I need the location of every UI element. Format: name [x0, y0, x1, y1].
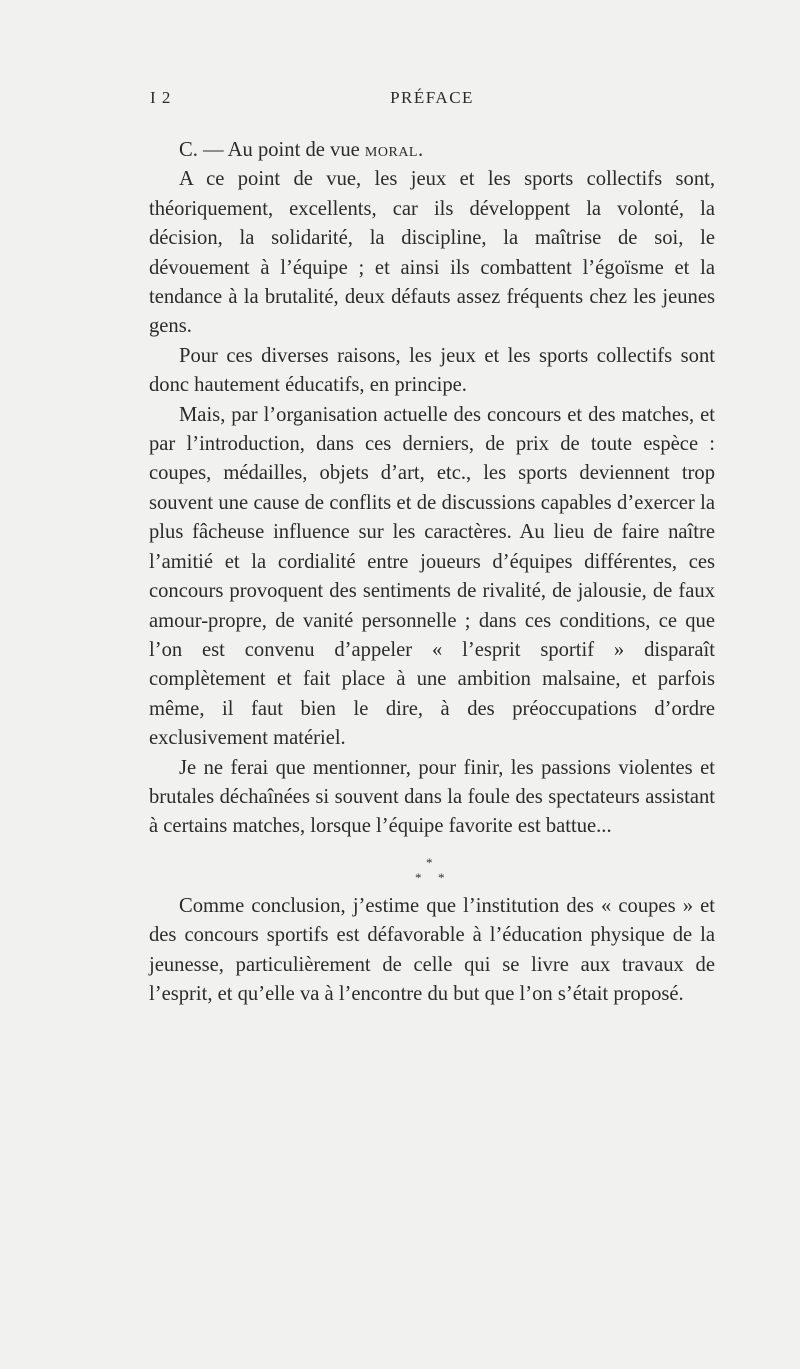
asterism-star: * — [438, 869, 445, 885]
section-heading-prefix: C. — Au point de vue — [179, 139, 360, 161]
asterism-star: * — [415, 869, 422, 885]
paragraph-3: Mais, par l’organisation actuelle des concours et des matches, et par l’introduction, dans ces derniers, de prix de toute espèce : coupes, médailles, objets d’art, etc., les sports deviennent trop souvent une cause de conflits et de discussions capables d’exercer la plus fâcheuse influence sur les caractères. Au lieu de faire naître l’amitié et la cordialité entre joueurs d’équipes différentes, ces concours provoquent des sentiments de rivalité, de jalousie, de faux amour-propre, de vanité personnelle ; dans ces conditions, ce que l’on est convenu d’appeler « l’esprit sportif » disparaît complètement et fait place à une ambition malsaine, et parfois même, il faut bien le dire, à des préoccupations d’ordre exclusivement matériel. — [149, 403, 715, 750]
paragraph-2: Pour ces diverses raisons, les jeux et les sports collectifs sont donc hautement éducatifs, en principe. — [149, 344, 715, 397]
asterism-divider — [149, 844, 715, 888]
section-heading — [149, 136, 715, 165]
conclusion-paragraph: Comme conclusion, j’estime que l’institution des « coupes » et des concours sportifs est défavorable à l’éducation physique de la jeunesse, particulièrement de celle qui se livre aux travaux de l’esprit, et qu’elle va à l’encontre du but que l’on s’était proposé. — [149, 894, 715, 1005]
body-text — [149, 136, 715, 1009]
paragraph-1: A ce point de vue, les jeux et les sports collectifs sont, théoriquement, excellents, car ils développent la volonté, la décision, la solidarité, la discipline, la maîtrise de soi, le dévouement à l’équipe ; et ainsi ils combattent l’égoïsme et la tendance à la brutalité, deux défauts assez fréquents chez les jeunes gens. — [149, 168, 715, 338]
running-head — [150, 88, 714, 116]
running-title: PRÉFACE — [390, 88, 474, 107]
page-number: I 2 — [150, 88, 172, 107]
paragraph-4: Je ne ferai que mentionner, pour finir, les passions violentes et brutales déchaînées si souvent dans la foule des spectateurs assistant à certains matches, lorsque l’équipe favorite est battue... — [149, 756, 715, 838]
asterism-star: * — [426, 854, 433, 870]
section-heading-title: moral. — [364, 139, 424, 161]
